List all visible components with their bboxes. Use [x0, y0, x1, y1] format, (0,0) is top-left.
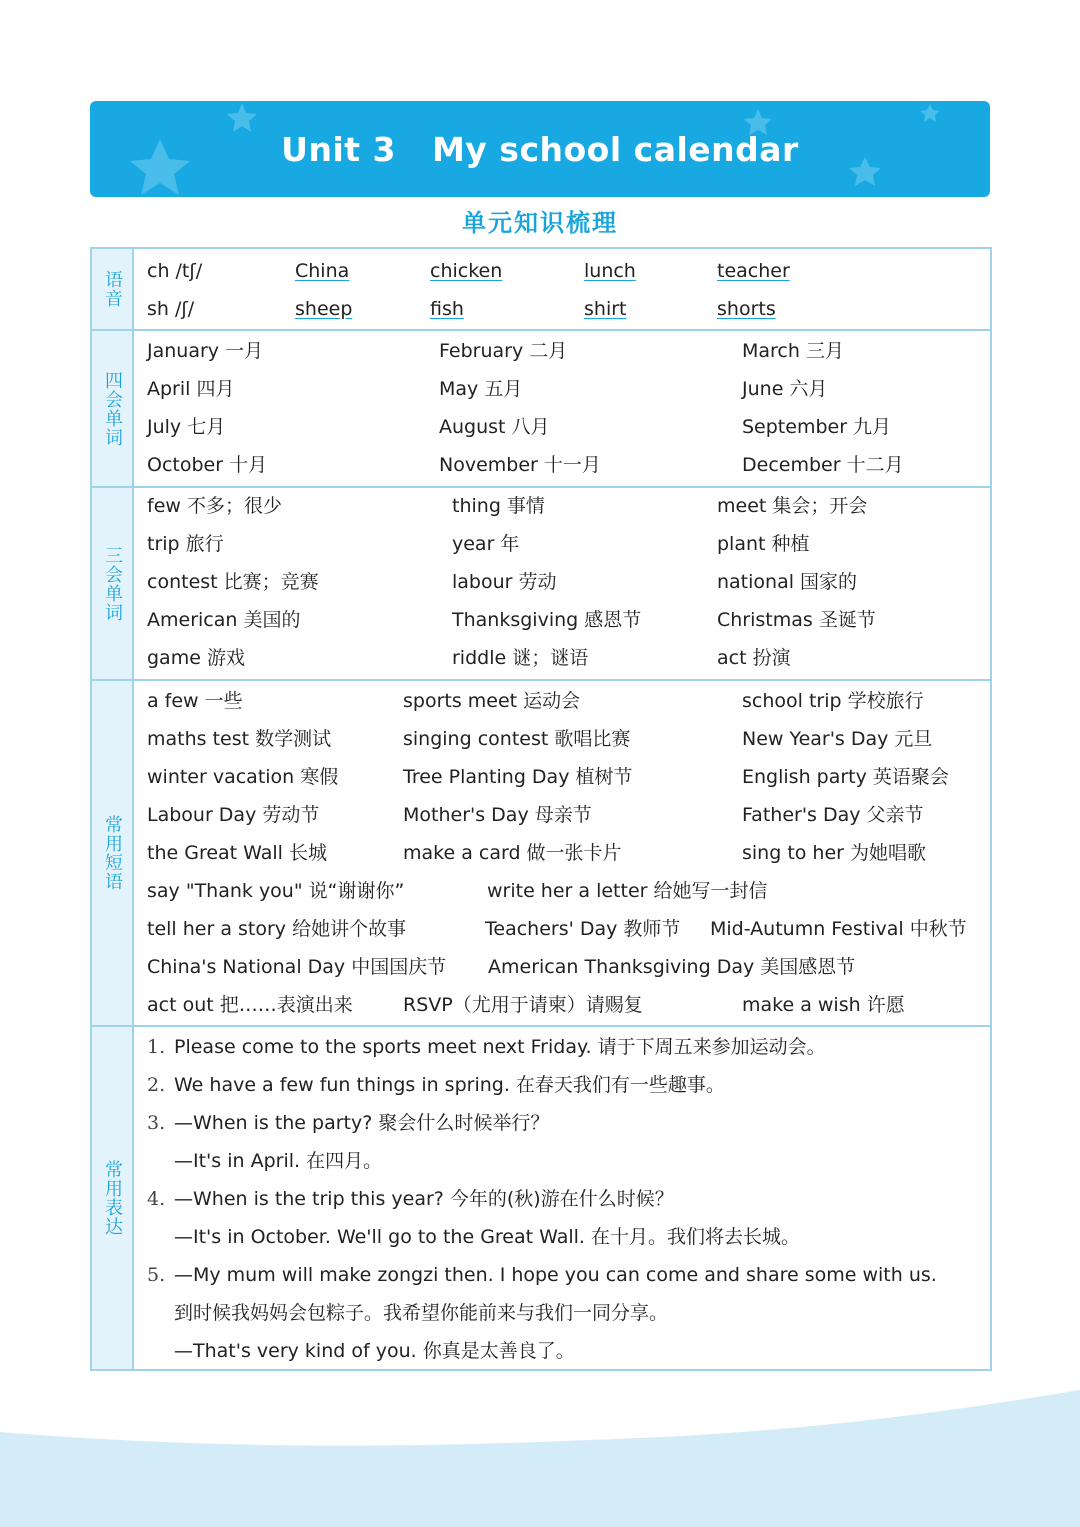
word-item: October 十月: [147, 454, 268, 476]
wave-decoration: [0, 1390, 1080, 1527]
phrase-item: the Great Wall 长城: [147, 842, 327, 864]
expression-line: —That's very kind of you. 你真是太善良了。: [174, 1340, 575, 1362]
phonics-word: lunch: [584, 260, 636, 282]
phrase-item: maths test 数学测试: [147, 728, 332, 750]
phonics-row: [92, 249, 990, 329]
phrase-item: act out 把……表演出来: [147, 994, 353, 1016]
phonics-word: shorts: [717, 298, 776, 320]
three-skill-words-label: 三会单词: [102, 545, 123, 622]
word-item: April 四月: [147, 378, 235, 400]
phrase-item: sing to her 为她唱歌: [742, 842, 927, 864]
word-item: March 三月: [742, 340, 844, 362]
expression-line: —When is the trip this year? 今年的(秋)游在什么时候？: [174, 1188, 674, 1210]
phrase-item: write her a letter 给她写一封信: [487, 880, 768, 902]
four-skill-words-label: 四会单词: [102, 370, 123, 447]
word-item: trip 旅行: [147, 533, 224, 555]
word-item: riddle 谜；谜语: [452, 647, 589, 669]
word-item: July 七月: [147, 416, 226, 438]
expression-line: —My mum will make zongzi then. I hope you can come and share some with us.: [174, 1264, 937, 1286]
phrases-row: [92, 679, 990, 1025]
expression-number: 5.: [147, 1264, 166, 1286]
word-item: May 五月: [439, 378, 523, 400]
section-subtitle: 单元知识梳理: [462, 209, 618, 237]
word-item: labour 劳动: [452, 571, 557, 593]
word-item: January 一月: [147, 340, 264, 362]
phrase-item: singing contest 歌唱比赛: [403, 728, 631, 750]
expression-number: 4.: [147, 1188, 166, 1210]
three-skill-words-row: [92, 486, 990, 679]
phonics-word: fish: [430, 298, 464, 320]
phrase-item: Father's Day 父亲节: [742, 804, 924, 826]
unit-title: Unit 3 My school calendar: [281, 129, 799, 169]
phrase-item: say "Thank you" 说“谢谢你”: [147, 880, 405, 902]
phonics-word: chicken: [430, 260, 503, 282]
word-item: game 游戏: [147, 647, 245, 669]
word-item: June 六月: [742, 378, 828, 400]
phonics-word: teacher: [717, 260, 790, 282]
expression-line: Please come to the sports meet next Friday. 请于下周五来参加运动会。: [174, 1036, 826, 1058]
phonics-word: sheep: [295, 298, 353, 320]
word-item: year 年: [452, 533, 520, 555]
phonics-sound: sh /ʃ/: [147, 298, 195, 320]
expressions-label: 常用表达: [102, 1160, 123, 1236]
phrase-item: sports meet 运动会: [403, 690, 581, 712]
phrase-item: New Year's Day 元旦: [742, 728, 933, 750]
phrase-item: winter vacation 寒假: [147, 766, 339, 788]
phrase-item: tell her a story 给她讲个故事: [147, 918, 407, 940]
phrase-item: Tree Planting Day 植树节: [403, 766, 633, 788]
expressions-row: [92, 1025, 990, 1369]
phonics-sound: ch /tʃ/: [147, 260, 203, 282]
word-item: few 不多；很少: [147, 495, 282, 517]
word-item: August 八月: [439, 416, 550, 438]
phrase-item: American Thanksgiving Day 美国感恩节: [488, 956, 856, 978]
phrase-item: Mid-Autumn Festival 中秋节: [710, 918, 967, 940]
phrase-item: China's National Day 中国国庆节: [147, 956, 447, 978]
word-item: meet 集会；开会: [717, 495, 868, 517]
word-item: plant 种植: [717, 533, 810, 555]
phrase-item: Teachers' Day 教师节: [485, 918, 681, 940]
expression-number: 3.: [147, 1112, 166, 1134]
word-item: November 十一月: [439, 454, 601, 476]
phrase-item: school trip 学校旅行: [742, 690, 924, 712]
expression-line: —When is the party? 聚会什么时候举行？: [174, 1112, 550, 1134]
expression-line: We have a few fun things in spring. 在春天我们有一些趣事。: [174, 1074, 725, 1096]
word-item: Thanksgiving 感恩节: [452, 609, 642, 631]
expression-line: —It's in April. 在四月。: [174, 1150, 383, 1172]
phrase-item: RSVP（尤用于请柬）请赐复: [403, 994, 643, 1016]
phrase-item: a few 一些: [147, 690, 243, 712]
phrase-item: make a card 做一张卡片: [403, 842, 622, 864]
word-item: national 国家的: [717, 571, 858, 593]
expression-number: 1.: [147, 1036, 166, 1058]
phonics-word: shirt: [584, 298, 627, 320]
four-skill-words-row: [92, 329, 990, 486]
word-item: September 九月: [742, 416, 892, 438]
word-item: act 扮演: [717, 647, 791, 669]
expression-line: —It's in October. We'll go to the Great Wall. 在十月。我们将去长城。: [174, 1226, 800, 1248]
word-item: contest 比赛；竞赛: [147, 571, 319, 593]
phonics-word: China: [295, 260, 350, 282]
phonics-label: 语音: [102, 270, 123, 308]
word-item: thing 事情: [452, 495, 545, 517]
expression-number: 2.: [147, 1074, 166, 1096]
word-item: American 美国的: [147, 609, 301, 631]
phrase-item: Labour Day 劳动节: [147, 804, 320, 826]
expression-line: 到时候我妈妈会包粽子。我希望你能前来与我们一同分享。: [174, 1302, 669, 1324]
phrase-item: make a wish 许愿: [742, 994, 905, 1016]
word-item: December 十二月: [742, 454, 904, 476]
knowledge-table: [90, 247, 992, 1371]
phrase-item: English party 英语聚会: [742, 766, 949, 788]
phrases-label: 常用短语: [102, 815, 123, 891]
word-item: February 二月: [439, 340, 568, 362]
phrase-item: Mother's Day 母亲节: [403, 804, 592, 826]
title-banner: [90, 101, 990, 197]
word-item: Christmas 圣诞节: [717, 609, 876, 631]
